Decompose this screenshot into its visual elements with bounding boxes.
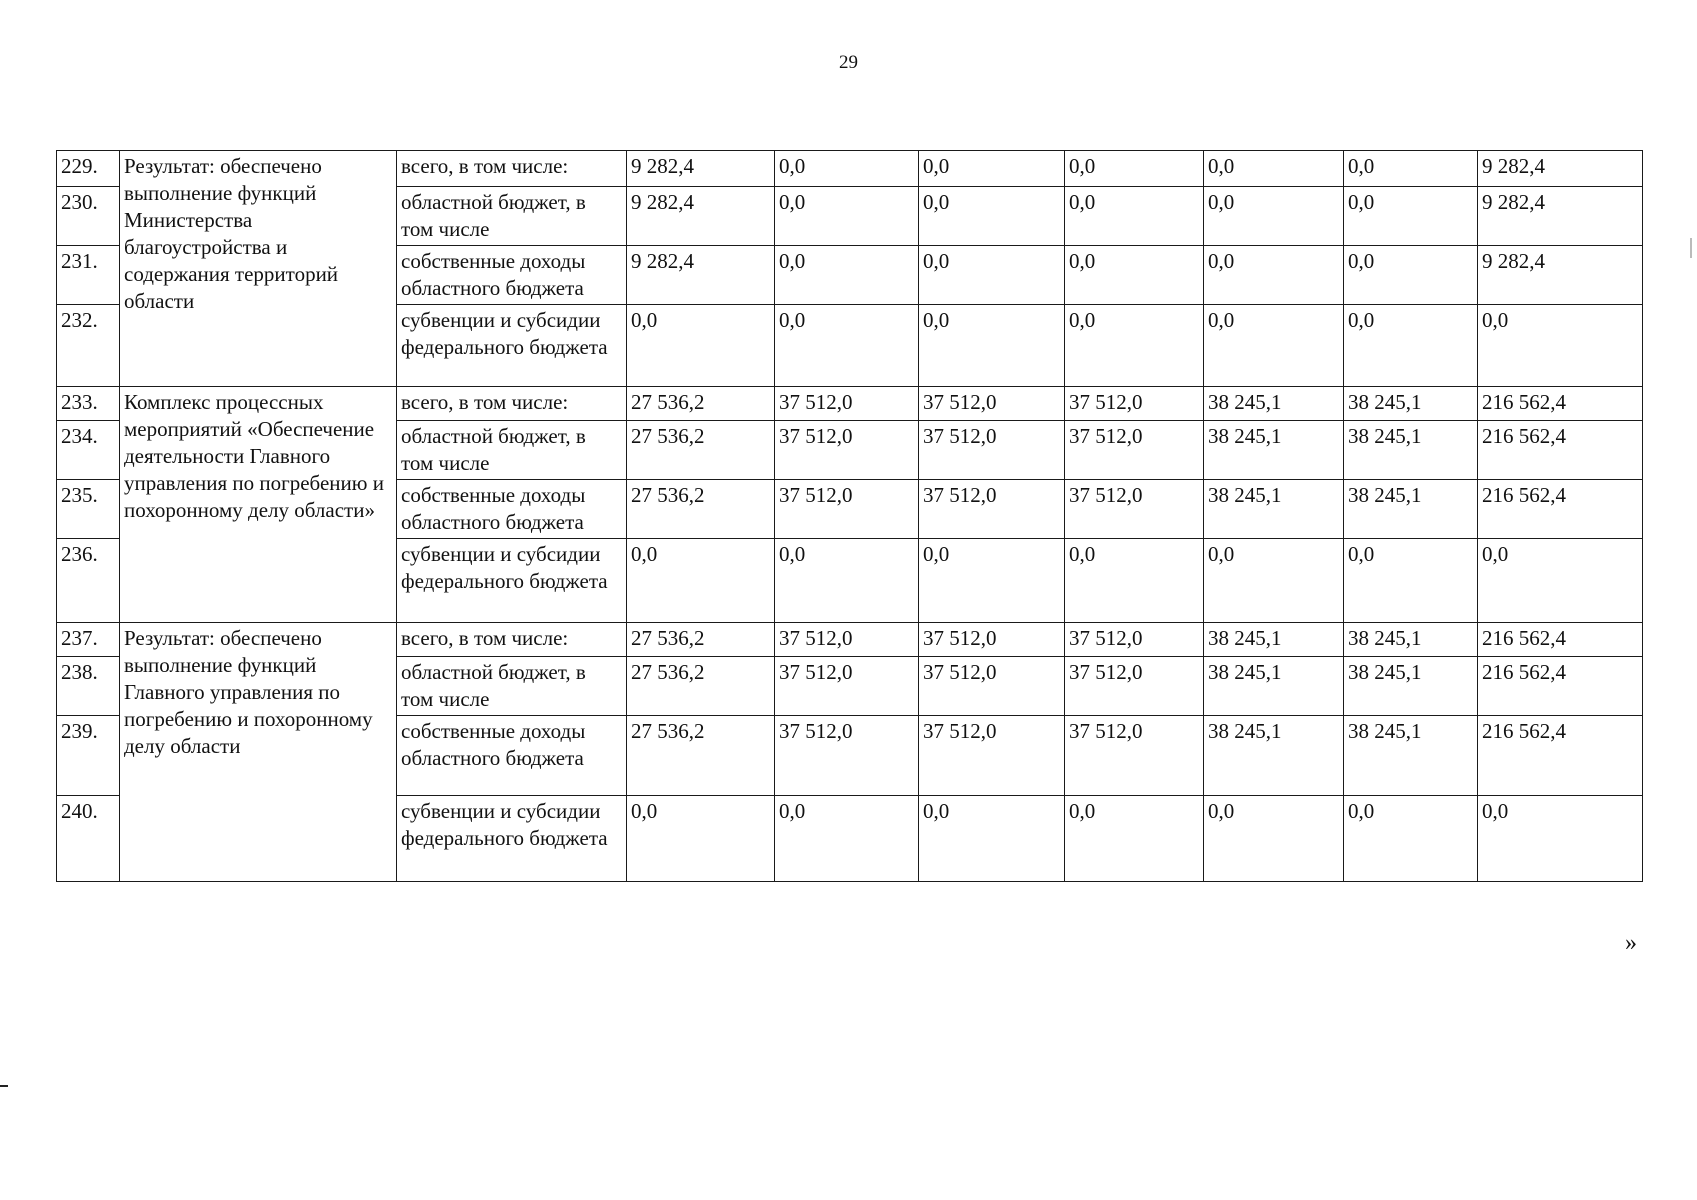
year-value: 38 245,1 [1344, 716, 1478, 796]
funding-source: всего, в том числе: [397, 387, 627, 421]
funding-source: субвенции и субсидии федерального бюджета [397, 305, 627, 387]
year-value: 27 536,2 [627, 716, 775, 796]
year-value: 37 512,0 [1065, 623, 1204, 657]
total-value: 0,0 [1478, 796, 1643, 882]
year-value: 0,0 [919, 246, 1065, 305]
year-value: 37 512,0 [775, 657, 919, 716]
total-value: 0,0 [1478, 305, 1643, 387]
year-value: 0,0 [775, 187, 919, 246]
funding-source: областной бюджет, в том числе [397, 657, 627, 716]
year-value: 27 536,2 [627, 387, 775, 421]
total-value: 9 282,4 [1478, 151, 1643, 187]
year-value: 0,0 [1204, 187, 1344, 246]
year-value: 27 536,2 [627, 421, 775, 480]
funding-source: собственные доходы областного бюджета [397, 480, 627, 539]
year-value: 9 282,4 [627, 187, 775, 246]
year-value: 0,0 [919, 539, 1065, 623]
year-value: 37 512,0 [775, 387, 919, 421]
row-number: 238. [57, 657, 120, 716]
year-value: 0,0 [919, 187, 1065, 246]
year-value: 37 512,0 [919, 716, 1065, 796]
year-value: 27 536,2 [627, 480, 775, 539]
year-value: 38 245,1 [1204, 716, 1344, 796]
row-number: 240. [57, 796, 120, 882]
year-value: 0,0 [1204, 539, 1344, 623]
row-number: 236. [57, 539, 120, 623]
year-value: 9 282,4 [627, 151, 775, 187]
funding-source: всего, в том числе: [397, 151, 627, 187]
year-value: 37 512,0 [1065, 480, 1204, 539]
funding-source: областной бюджет, в том числе [397, 421, 627, 480]
row-number: 234. [57, 421, 120, 480]
year-value: 37 512,0 [775, 421, 919, 480]
row-number: 235. [57, 480, 120, 539]
total-value: 9 282,4 [1478, 246, 1643, 305]
year-value: 0,0 [1065, 796, 1204, 882]
funding-source: субвенции и субсидии федерального бюджета [397, 539, 627, 623]
total-value: 216 562,4 [1478, 421, 1643, 480]
year-value: 0,0 [1344, 246, 1478, 305]
funding-source: областной бюджет, в том числе [397, 187, 627, 246]
group-description: Результат: обеспечено выполнение функций Министерства благоустройства и содержания территорий области [120, 151, 397, 387]
year-value: 38 245,1 [1344, 480, 1478, 539]
year-value: 0,0 [919, 796, 1065, 882]
budget-table [56, 150, 1643, 882]
year-value: 0,0 [627, 539, 775, 623]
year-value: 37 512,0 [1065, 421, 1204, 480]
year-value: 0,0 [627, 796, 775, 882]
year-value: 0,0 [775, 796, 919, 882]
total-value: 216 562,4 [1478, 387, 1643, 421]
year-value: 38 245,1 [1344, 387, 1478, 421]
year-value: 0,0 [1344, 151, 1478, 187]
row-number: 231. [57, 246, 120, 305]
year-value: 37 512,0 [775, 716, 919, 796]
closing-quote: » [1625, 930, 1637, 956]
funding-source: субвенции и субсидии федерального бюджета [397, 796, 627, 882]
edge-tick-mark [1690, 238, 1692, 258]
year-value: 0,0 [919, 151, 1065, 187]
year-value: 0,0 [775, 246, 919, 305]
total-value: 0,0 [1478, 539, 1643, 623]
year-value: 0,0 [1204, 796, 1344, 882]
year-value: 37 512,0 [919, 657, 1065, 716]
total-value: 216 562,4 [1478, 716, 1643, 796]
year-value: 38 245,1 [1204, 623, 1344, 657]
funding-source: собственные доходы областного бюджета [397, 246, 627, 305]
year-value: 38 245,1 [1344, 657, 1478, 716]
year-value: 38 245,1 [1344, 623, 1478, 657]
year-value: 0,0 [1344, 305, 1478, 387]
total-value: 216 562,4 [1478, 480, 1643, 539]
year-value: 37 512,0 [1065, 657, 1204, 716]
page-number: 29 [839, 52, 858, 73]
year-value: 0,0 [1065, 539, 1204, 623]
year-value: 0,0 [1204, 305, 1344, 387]
year-value: 0,0 [919, 305, 1065, 387]
year-value: 0,0 [1344, 187, 1478, 246]
table-row [57, 387, 1643, 421]
year-value: 0,0 [1065, 151, 1204, 187]
year-value: 0,0 [775, 151, 919, 187]
year-value: 37 512,0 [1065, 387, 1204, 421]
row-number: 239. [57, 716, 120, 796]
year-value: 0,0 [1065, 305, 1204, 387]
year-value: 9 282,4 [627, 246, 775, 305]
year-value: 0,0 [775, 539, 919, 623]
year-value: 37 512,0 [919, 623, 1065, 657]
funding-source: всего, в том числе: [397, 623, 627, 657]
year-value: 0,0 [1204, 246, 1344, 305]
year-value: 38 245,1 [1204, 387, 1344, 421]
total-value: 216 562,4 [1478, 657, 1643, 716]
row-number: 232. [57, 305, 120, 387]
year-value: 0,0 [1344, 796, 1478, 882]
row-number: 229. [57, 151, 120, 187]
row-number: 237. [57, 623, 120, 657]
year-value: 38 245,1 [1344, 421, 1478, 480]
row-number: 230. [57, 187, 120, 246]
year-value: 0,0 [1204, 151, 1344, 187]
year-value: 27 536,2 [627, 623, 775, 657]
year-value: 27 536,2 [627, 657, 775, 716]
year-value: 37 512,0 [1065, 716, 1204, 796]
year-value: 38 245,1 [1204, 657, 1344, 716]
year-value: 0,0 [775, 305, 919, 387]
margin-mark [0, 1085, 8, 1087]
year-value: 0,0 [1344, 539, 1478, 623]
group-description: Результат: обеспечено выполнение функций Главного управления по погребению и похоронному делу области [120, 623, 397, 882]
table-row [57, 151, 1643, 187]
year-value: 37 512,0 [919, 387, 1065, 421]
year-value: 0,0 [1065, 187, 1204, 246]
year-value: 37 512,0 [775, 480, 919, 539]
funding-source: собственные доходы областного бюджета [397, 716, 627, 796]
total-value: 9 282,4 [1478, 187, 1643, 246]
year-value: 37 512,0 [775, 623, 919, 657]
year-value: 37 512,0 [919, 480, 1065, 539]
year-value: 38 245,1 [1204, 480, 1344, 539]
table-body [57, 151, 1643, 882]
year-value: 38 245,1 [1204, 421, 1344, 480]
total-value: 216 562,4 [1478, 623, 1643, 657]
group-description: Комплекс процессных мероприятий «Обеспечение деятельности Главного управления по погребению и похоронному делу области» [120, 387, 397, 623]
year-value: 37 512,0 [919, 421, 1065, 480]
year-value: 0,0 [627, 305, 775, 387]
table-row [57, 623, 1643, 657]
year-value: 0,0 [1065, 246, 1204, 305]
row-number: 233. [57, 387, 120, 421]
